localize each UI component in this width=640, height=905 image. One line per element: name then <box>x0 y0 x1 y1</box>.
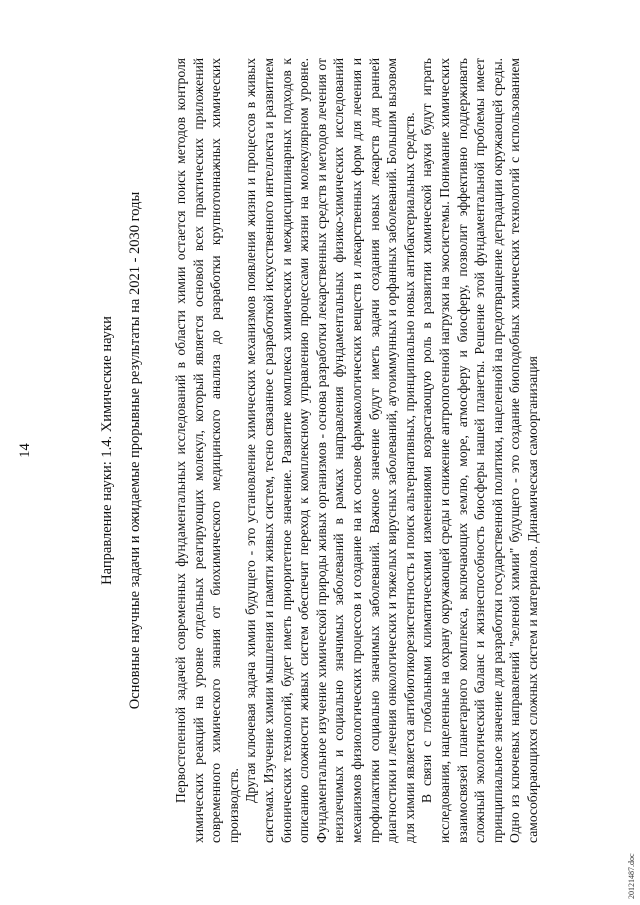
footer-file-code: 20121487.doc <box>627 853 636 899</box>
page-number: 14 <box>17 443 33 458</box>
paragraph-primary-task: Первостепенной задачей современных фундаментальных исследований в области химии остается поиск методов контроля химических реакций на уровне отдельных реагирующих молекул, который является основой всех практических приложений современного химического знания от биохимического медицинского анализа до разработки крупнотоннажных химических производств. <box>173 58 241 843</box>
direction-title: Направление науки: 1.4. Химические науки <box>99 316 115 585</box>
body-text <box>172 58 541 843</box>
paragraph-environment: В связи с глобальными климатическими изменениями возрастающую роль в развитии химической науки будут играть исследования, нацеленные на охрану окружающей среды и снижение антропогенной нагрузки на экосистемы. Понимание химических взаимосвязей планетарного комплекса, включающих землю, море, атмосферу и биосферу, позволит эффективно поддерживать сложный экологический баланс и жизнеспособность биосферы нашей планеты. Решение этой фундаментальной проблемы имеет принципиальное значение для разработки государственной политики, нацеленной на предотвращение деградации окружающей среды. Одно из ключевых направлений "зеленой химии" будущего - это создание биоподобных химических технологий с использованием самособирающихся сложных систем и материалов. Динамическая самоорганизация <box>419 58 540 843</box>
paragraph-chemistry-of-life: Другая ключевая задача химии будущего - это установление химических механизмов появления жизни и процессов в живых системах. Изучение химии мышления и памяти живых систем, тесно связанное с разработкой искусственного интеллекта и развитием бионических технологий, будет иметь приоритетное значение. Развитие комплекса химических и междисциплинарных подходов к описанию сложности живых систем обеспечит переход к комплексному управлению процессами жизни на молекулярном уровне. Фундаментальное изучение химической природы живых организмов - основа разработки лекарственных средств и методов лечения от неизлечимых и социально значимых заболеваний в рамках направления фундаментальных физико-химических исследований механизмов физиологических процессов и создание на их основе фармакологических веществ и лекарственных форм для лечения и профилактики социально значимых заболеваний. Важное значение будут иметь задачи создания новых лекарств для ранней диагностики и лечения онкологических и тяжелых вирусных заболеваний, аутоиммунных и орфанных заболеваний. Большим вызовом для химии является антибиотикорезистентность и поиск альтернативных, принципиально новых антибактериальных средств. <box>243 58 417 843</box>
section-title: Основные научные задачи и ожидаемые прорывные результаты на 2021 - 2030 годы <box>127 191 143 710</box>
